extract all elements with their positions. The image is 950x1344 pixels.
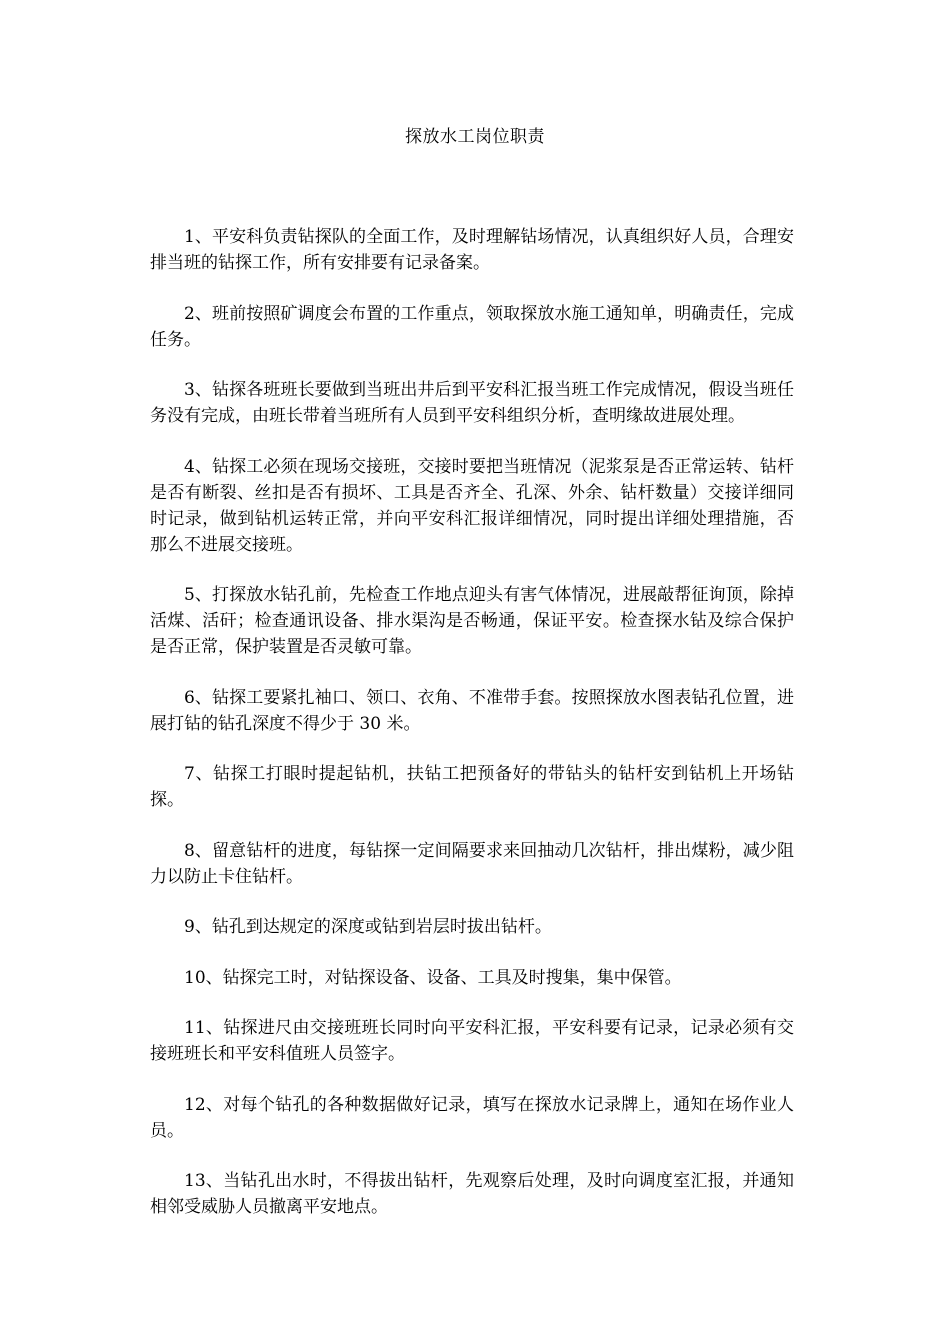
paragraph-7: 7、钻探工打眼时提起钻机，扶钻工把预备好的带钻头的钻杆安到钻机上开场钻探。 (150, 764, 794, 810)
paragraph-9: 9、钻孔到达规定的深度或钻到岩层时拔出钻杆。 (184, 917, 552, 937)
paragraph-5: 5、打探放水钻孔前，先检查工作地点迎头有害气体情况，进展敲帮征询顶，除掉活煤、活矸；检查通讯设备、排水渠沟是否畅通，保证平安。检查探水钻及综合保护是否正常，保护装置是否灵敏可靠。 (150, 585, 794, 657)
paragraph-6: 6、钻探工要紧扎袖口、领口、衣角、不准带手套。按照探放水图表钻孔位置，进展打钻的钻孔深度不得少于 30 米。 (150, 687, 794, 734)
paragraph-1: 1、平安科负责钻探队的全面工作，及时理解钻场情况，认真组织好人员，合理安排当班的钻探工作，所有安排要有记录备案。 (150, 227, 794, 273)
paragraph-2: 2、班前按照矿调度会布置的工作重点，领取探放水施工通知单，明确责任，完成任务。 (150, 303, 794, 350)
paragraph-11: 11、钻探进尺由交接班班长同时向平安科汇报，平安科要有记录，记录必须有交接班班长和平安科值班人员签字。 (150, 1018, 794, 1064)
paragraph-3: 3、钻探各班班长要做到当班出井后到平安科汇报当班工作完成情况，假设当班任务没有完成，由班长带着当班所有人员到平安科组织分析，查明缘故进展处理。 (150, 380, 794, 426)
paragraph-13: 13、当钻孔出水时，不得拔出钻杆，先观察后处理，及时向调度室汇报，并通知相邻受威胁人员撤离平安地点。 (150, 1171, 794, 1217)
document-title: 探放水工岗位职责 (405, 127, 545, 147)
paragraph-4: 4、钻探工必须在现场交接班，交接时要把当班情况（泥浆泵是否正常运转、钻杆是否有断裂、丝扣是否有损坏、工具是否齐全、孔深、外余、钻杆数量）交接详细同时记录，做到钻机运转正常，并向平安科汇报详细情况，同时提出详细处理措施，否那么不进展交接班。 (150, 456, 794, 555)
document-body (150, 224, 794, 1245)
paragraph-8: 8、留意钻杆的进度，每钻探一定间隔要求来回抽动几次钻杆，排出煤粉，减少阻力以防止卡住钻杆。 (150, 840, 794, 887)
paragraph-10: 10、钻探完工时，对钻探设备、设备、工具及时搜集，集中保管。 (184, 967, 682, 988)
paragraph-12: 12、对每个钻孔的各种数据做好记录，填写在探放水记录牌上，通知在场作业人员。 (150, 1094, 794, 1141)
